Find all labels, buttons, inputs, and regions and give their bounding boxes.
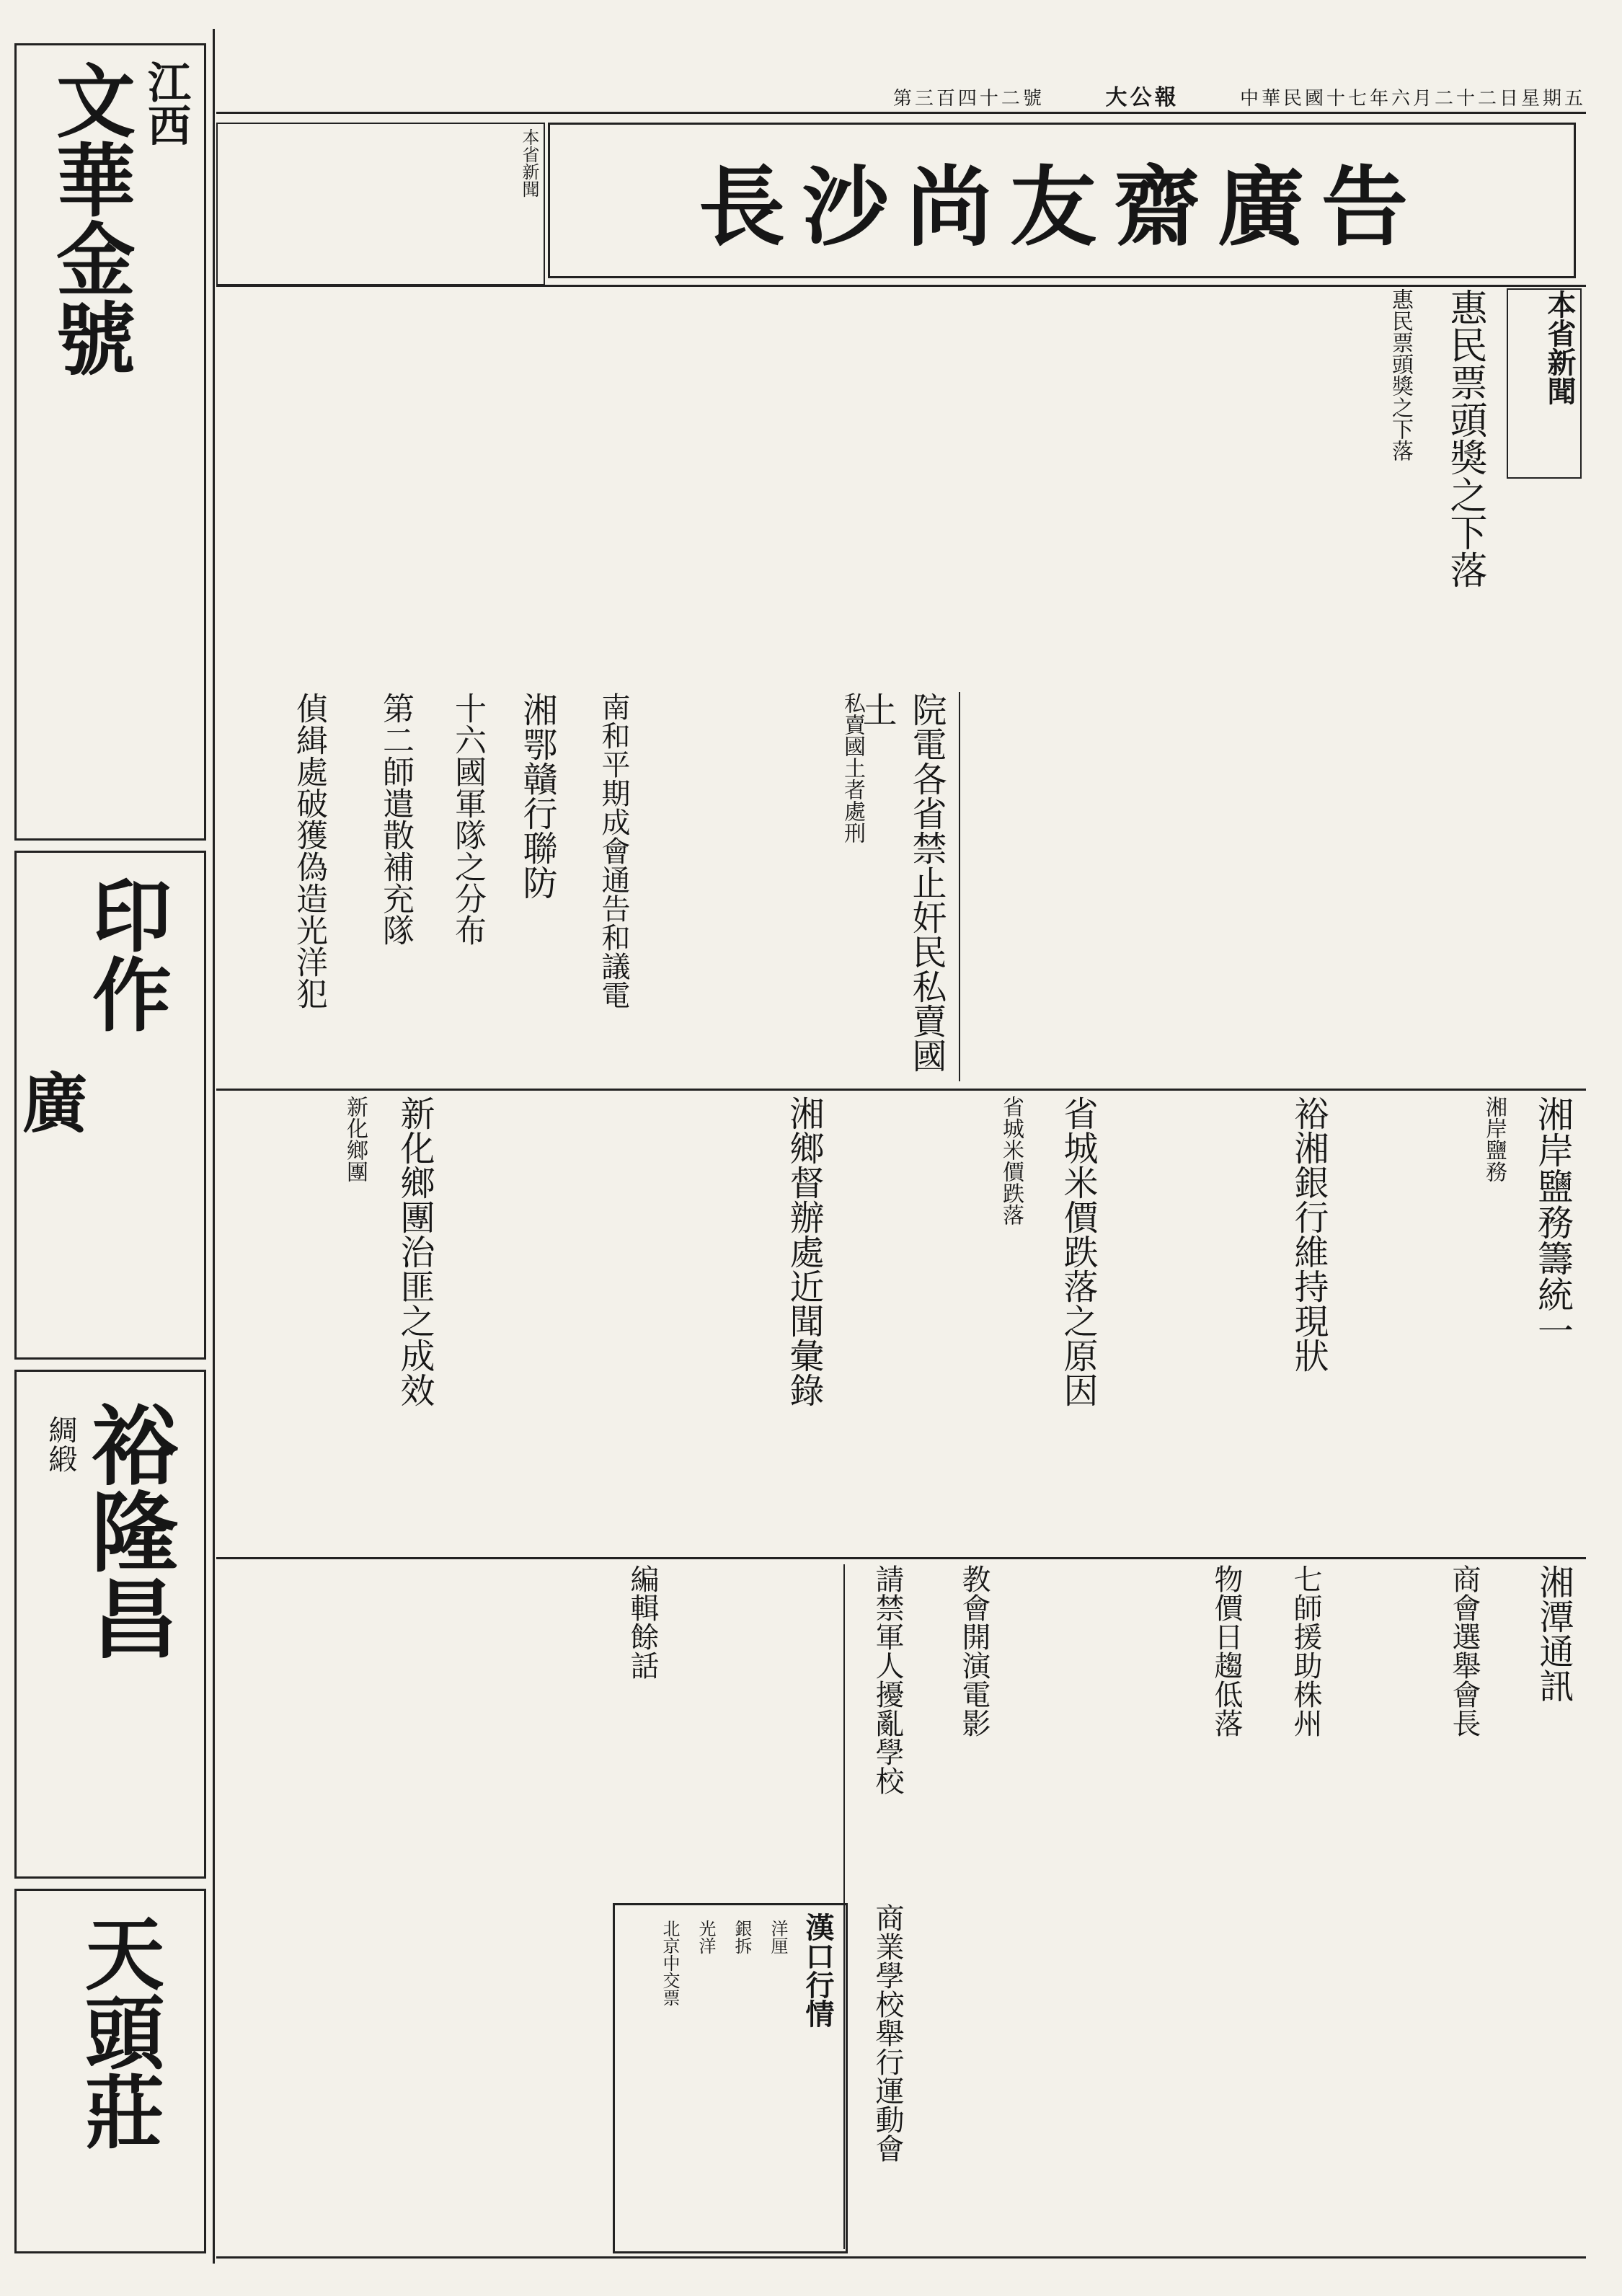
article-2-body (649, 692, 865, 1081)
market-title: 漢口行情 (801, 1912, 835, 2028)
article-1-body (966, 288, 1413, 1081)
headline-text: 偵緝處破獲偽造光洋犯 (291, 692, 327, 1009)
headline-text: 商業學校舉行運動會 (871, 1903, 904, 2163)
market-quotes (613, 1903, 848, 2253)
headline-text: 編輯餘話 (626, 1564, 659, 1680)
section-title: 本省新聞 (1543, 290, 1577, 405)
headline-10 (1038, 1096, 1103, 1557)
headline-12 (375, 1096, 440, 1557)
masthead (216, 79, 1586, 108)
headline-text: 湘岸鹽務籌統一 (1532, 1096, 1574, 1348)
band3-top-rule (216, 1557, 1586, 1559)
headline-2 (856, 692, 952, 1081)
headline-text: 商會選舉會長 (1448, 1564, 1481, 1737)
article-text: 私賣國土者處刑 (840, 692, 865, 843)
headline-18 (851, 1564, 908, 1925)
article-text: 省城米價跌落 (998, 1096, 1024, 1225)
headline-11 (764, 1096, 829, 1557)
market-item: 光洋 (696, 1920, 716, 1954)
small-ads-strip (216, 123, 545, 285)
ad-wenhua-sub: 江西 (141, 60, 191, 146)
headline-text: 請禁軍人擾亂學校 (871, 1564, 904, 1795)
banner-text: 長沙尚友齋廣告 (699, 156, 1425, 258)
headline-text: 十六國軍隊之分布 (449, 692, 486, 946)
headline-text: 湘潭通訊 (1533, 1564, 1574, 1703)
headline-14 (1427, 1564, 1485, 1925)
headline-text: 教會開演電影 (957, 1564, 991, 1737)
ad-yulongchang (14, 1370, 206, 1879)
headline-13 (1514, 1564, 1579, 1925)
top-rule (216, 112, 1586, 114)
ad-tiantou (14, 1889, 206, 2253)
small-ad-text: 本省新聞 (519, 128, 539, 198)
ad-wenhua (14, 43, 206, 841)
headline-3 (577, 692, 634, 1081)
ad-yinzuo (11, 851, 206, 1360)
headline-text: 第二師遣散補充隊 (377, 692, 414, 946)
section-local-news-head (1507, 288, 1582, 479)
market-item: 銀拆 (732, 1920, 752, 1954)
band2-top-rule (216, 1089, 1586, 1091)
headline-20 (606, 1564, 663, 1853)
left-column-rule (213, 29, 215, 2264)
headline-1 (1427, 288, 1492, 721)
article-12-body (231, 1096, 368, 1557)
band1-top-rule (216, 285, 1586, 287)
ad-wenhua-title: 文華金號 (43, 60, 136, 377)
headline-15 (1269, 1564, 1326, 1925)
headline-8 (1514, 1096, 1579, 1557)
ad-yulongchang-title: 裕隆昌 (77, 1401, 179, 1660)
article-text: 湘岸鹽務 (1481, 1096, 1507, 1182)
headline-text: 院電各省禁止奸民私賣國土 (856, 692, 947, 1073)
headline-16 (1189, 1564, 1247, 1925)
ad-tiantou-title: 天頭莊 (72, 1912, 165, 2150)
headline-17 (937, 1564, 995, 1925)
headline-text: 物價日趨低落 (1210, 1564, 1243, 1737)
col-rule (959, 692, 960, 1081)
headline-9 (1269, 1096, 1334, 1557)
headline-19 (851, 1903, 908, 2249)
ad-yinzuo-sub: 廣 (11, 1069, 87, 1134)
ad-yinzuo-title: 印作 (79, 874, 172, 1033)
headline-text: 湘鄉督辦處近聞彙錄 (784, 1096, 824, 1407)
headline-text: 湘鄂贛行聯防 (517, 692, 557, 900)
headline-text: 新化鄉團治匪之成效 (394, 1096, 435, 1407)
paper-name: 大公報 (1105, 85, 1179, 110)
bottom-rule (216, 2256, 1586, 2259)
headline-6 (360, 692, 418, 1081)
article-text: 新化鄉團 (342, 1096, 368, 1182)
date-line: 中華民國十七年六月二十二日星期五 (1239, 88, 1586, 110)
issue-number: 第三百四十二號 (892, 88, 1045, 110)
col-rule (843, 1564, 845, 2249)
market-item: 北京中交票 (660, 1920, 680, 2006)
article-10-body (865, 1096, 1024, 1557)
article-8-body (1348, 1096, 1507, 1557)
headline-7 (260, 692, 332, 1081)
headline-text: 惠民票頭獎之下落 (1443, 288, 1486, 588)
ad-yulongchang-sub: 綢緞 (44, 1415, 77, 1473)
headline-text: 裕湘銀行維持現狀 (1288, 1096, 1329, 1373)
headline-text: 省城米價跌落之原因 (1058, 1096, 1098, 1407)
article-text: 惠民票頭獎之下落 (1388, 288, 1413, 461)
headline-text: 七師援助株州 (1289, 1564, 1322, 1737)
market-item: 洋厘 (768, 1920, 788, 1954)
headline-5 (433, 692, 490, 1081)
banner-ad (548, 123, 1576, 278)
headline-text: 南和平期成會通告和議電 (597, 692, 630, 1009)
headline-4 (505, 692, 562, 1081)
